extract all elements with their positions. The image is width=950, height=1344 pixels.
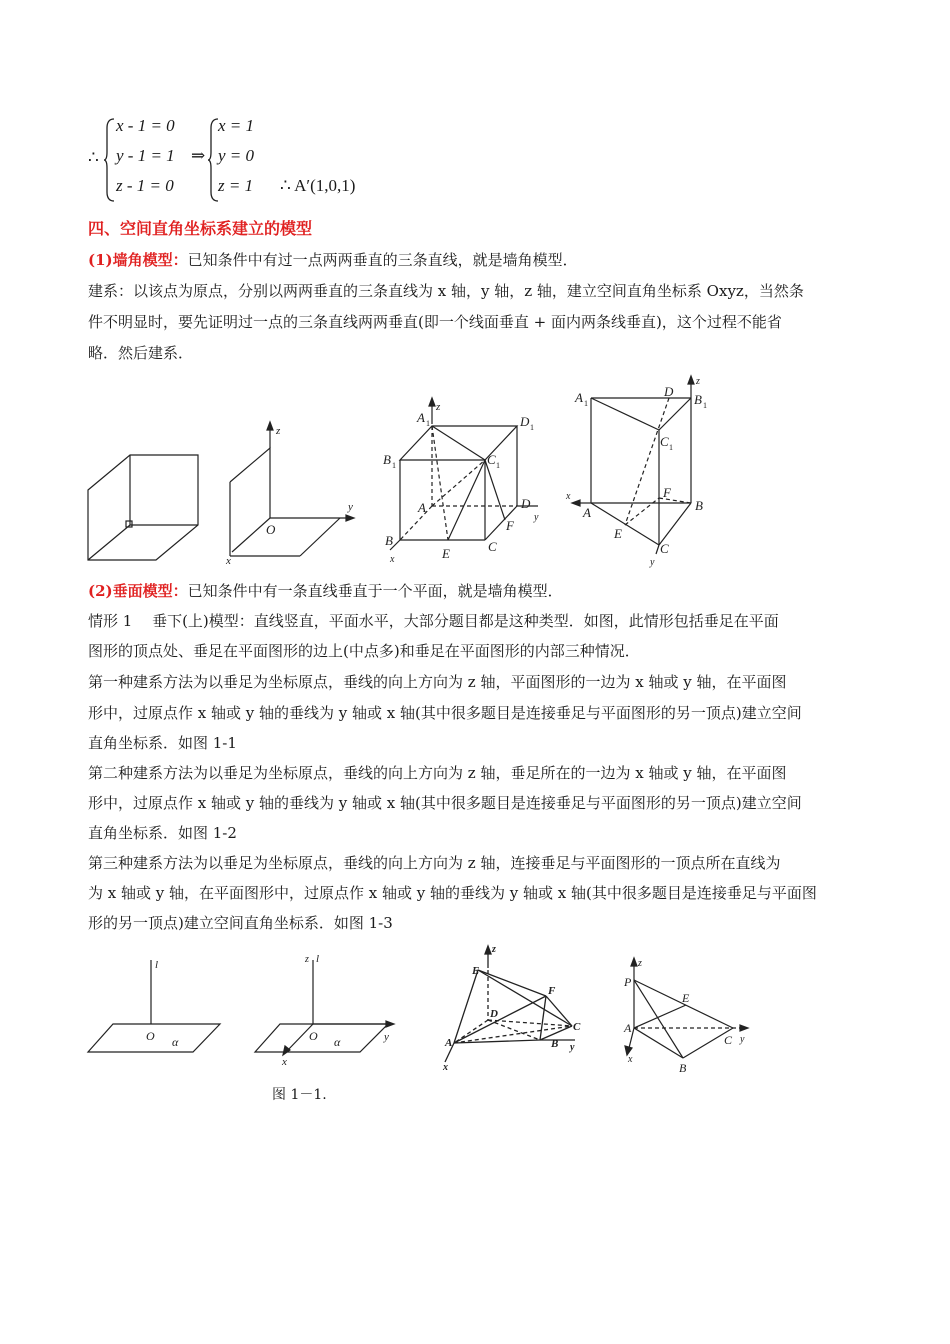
prism-y-label: y xyxy=(650,557,655,568)
corner-box-figure xyxy=(88,455,198,560)
tet-p-label: P xyxy=(624,975,632,989)
prism-a1-subscript: 1 xyxy=(584,399,588,408)
cube-c-label: C xyxy=(488,539,497,554)
method-3-line-1: 第三种建系方法为以垂足为坐标原点，垂线的向上方向为 z 轴，连接垂足与平面图形的一顶点所在直线为 xyxy=(88,854,781,872)
cube-d1-label: D xyxy=(520,414,530,429)
method-2-line-1: 第二种建系方法为以垂足为坐标原点，垂线的向上方向为 z 轴，垂足所在的一边为 x 轴或 y 轴，在平面图 xyxy=(88,764,787,782)
cube-a1-label: A xyxy=(417,410,425,425)
fig2b-z-label: z xyxy=(305,954,309,965)
cube-c1-label: C xyxy=(487,452,496,467)
cube-y-label: y xyxy=(534,512,539,523)
method-3-line-2: 为 x 轴或 y 轴，在平面图形中，过原点作 x 轴或 y 轴的垂线为 y 轴或 x 轴(其中很多题目是连接垂足与平面图 xyxy=(88,884,817,902)
figure-caption: 图 1－1. xyxy=(272,1087,327,1103)
tet-a-label: A xyxy=(624,1021,632,1035)
cube-f-label: F xyxy=(506,518,514,533)
equation-block xyxy=(88,112,388,207)
prism-f-label: F xyxy=(663,485,671,500)
prism-a-label: A xyxy=(583,505,591,520)
method-1-line-3: 直角坐标系．如图 1-1 xyxy=(88,734,237,752)
coordinate-setup-line-2: 件不明显时，要先证明过一点的三条直线两两垂直(即一个线面垂直 + 面内两条线垂直)，这个过程不能省 xyxy=(88,313,782,331)
fig2b-o-label: O xyxy=(309,1029,318,1043)
pyr-a-label: A xyxy=(445,1037,453,1049)
prism-x-label: x xyxy=(566,491,571,502)
left-brace xyxy=(104,118,116,202)
vertical-model-line xyxy=(88,576,563,606)
prism-b1-label: B xyxy=(694,392,702,407)
prism-figure xyxy=(565,376,707,568)
cube-e-label: E xyxy=(442,546,450,561)
fig2-x-label: x xyxy=(226,555,231,567)
pyr-d-label: D xyxy=(490,1008,498,1020)
system-1-row-2: y - 1 = 1 xyxy=(116,146,175,165)
tet-z-label: z xyxy=(638,958,642,969)
fig2b-x-label: x xyxy=(282,1056,287,1068)
pyr-e-label: E xyxy=(472,965,480,977)
system-1-row-3: z - 1 = 0 xyxy=(116,176,174,195)
method-2-line-3: 直角坐标系．如图 1-2 xyxy=(88,824,237,842)
prism-c1-subscript: 1 xyxy=(669,443,673,452)
fig1-l-label: l xyxy=(155,959,159,971)
fig1-alpha-label: α xyxy=(172,1035,179,1049)
prism-z-label: z xyxy=(696,376,700,387)
therefore-symbol: ∴ xyxy=(88,148,99,167)
fig2b-alpha-label: α xyxy=(334,1035,341,1049)
perpendicular-line-figure xyxy=(88,959,220,1052)
system-2-row-1: x = 1 xyxy=(218,116,255,135)
pyr-y-label: y xyxy=(570,1042,575,1053)
cube-c1-subscript: 1 xyxy=(496,461,500,470)
coordinate-setup-line-3: 略．然后建系． xyxy=(88,344,194,362)
coordinate-setup-line-1: 建系：以该点为原点，分别以两两垂直的三条直线为 x 轴，y 轴，z 轴，建立空间直角坐标系 Oxyz，当然条 xyxy=(88,282,804,300)
cube-d-label: D xyxy=(521,496,531,511)
tet-b-label: B xyxy=(679,1061,687,1075)
cube-z-label: z xyxy=(436,401,441,413)
case-line-1: 情形 1 垂下(上)模型：直线竖直，平面水平，大部分题目都是这种类型．如图，此情形包括垂足在平面 xyxy=(88,612,779,630)
section-title: 四、空间直角坐标系建立的模型 xyxy=(88,219,313,238)
cube-a-label: A xyxy=(418,500,426,515)
tet-y-label: y xyxy=(740,1034,745,1045)
wall-model-text: 已知条件中有过一点两两垂直的三条直线，就是墙角模型． xyxy=(187,251,578,269)
wall-model-line xyxy=(88,245,578,275)
fig1-o-label: O xyxy=(146,1029,155,1043)
tet-c-label: C xyxy=(724,1033,733,1047)
pyr-b-label: B xyxy=(551,1038,559,1050)
wall-model-label: (1)墙角模型： xyxy=(88,251,188,269)
tet-e-label: E xyxy=(682,991,690,1005)
cube-x-label: x xyxy=(390,554,395,565)
prism-e-label: E xyxy=(614,526,622,541)
cube-b1-subscript: 1 xyxy=(392,461,396,470)
vertical-model-label: (2)垂面模型： xyxy=(88,582,188,600)
implies-symbol: ⇒ xyxy=(191,146,206,165)
method-3-line-3: 形的另一顶点)建立空间直角坐标系．如图 1-3 xyxy=(88,914,393,932)
fig2-y-label: y xyxy=(348,501,353,513)
fig2-z-label: z xyxy=(276,425,281,437)
system-2-row-2: y = 0 xyxy=(218,146,255,165)
cube-b1-label: B xyxy=(383,452,391,467)
fig2-o-label: O xyxy=(266,522,276,537)
prism-d-label: D xyxy=(664,384,674,399)
pyr-z-label: z xyxy=(492,944,496,955)
corner-axes-figure xyxy=(225,422,354,567)
pyr-f-label: F xyxy=(548,985,556,997)
wall-corner-figure xyxy=(0,360,950,570)
prism-b-label: B xyxy=(695,498,703,513)
tet-x-label: x xyxy=(628,1054,633,1065)
prism-c1-label: C xyxy=(660,434,669,449)
fig2b-y-label: y xyxy=(384,1031,389,1043)
fig2b-l-label: l xyxy=(316,953,320,965)
pyr-c-label: C xyxy=(573,1021,581,1033)
perpendicular-axes-figure xyxy=(255,953,394,1068)
prism-c-label: C xyxy=(660,541,669,556)
cube-d1-subscript: 1 xyxy=(530,423,534,432)
method-1-line-2: 形中，过原点作 x 轴或 y 轴的垂线为 y 轴或 x 轴(其中很多题目是连接垂足与平面图形的另一顶点)建立空间 xyxy=(88,704,802,722)
tetrahedron-figure xyxy=(623,958,748,1075)
method-2-line-2: 形中，过原点作 x 轴或 y 轴的垂线为 y 轴或 x 轴(其中很多题目是连接垂足与平面图形的另一顶点)建立空间 xyxy=(88,794,802,812)
prism-b1-subscript: 1 xyxy=(703,401,707,410)
cube-a1-subscript: 1 xyxy=(426,419,430,428)
cube-figure xyxy=(383,398,539,565)
vertical-model-text: 已知条件中有一条直线垂直于一个平面，就是墙角模型． xyxy=(187,582,563,600)
method-1-line-1: 第一种建系方法为以垂足为坐标原点，垂线的向上方向为 z 轴，平面图形的一边为 x 轴或 y 轴，在平面图 xyxy=(88,673,787,691)
pyr-x-label: x xyxy=(443,1062,448,1073)
prism-a1-label: A xyxy=(575,390,583,405)
cube-b-label: B xyxy=(385,533,393,548)
system-1-row-1: x - 1 = 0 xyxy=(116,116,175,135)
system-2-row-3: z = 1 xyxy=(218,176,254,195)
vertical-plane-figure xyxy=(0,940,950,1080)
pyramid-figure xyxy=(442,944,581,1073)
conclusion-point: ∴ A′(1,0,1) xyxy=(280,176,356,195)
case-line-2: 图形的顶点处、垂足在平面图形的边上(中点多)和垂足在平面图形的内部三种情况． xyxy=(88,642,640,660)
